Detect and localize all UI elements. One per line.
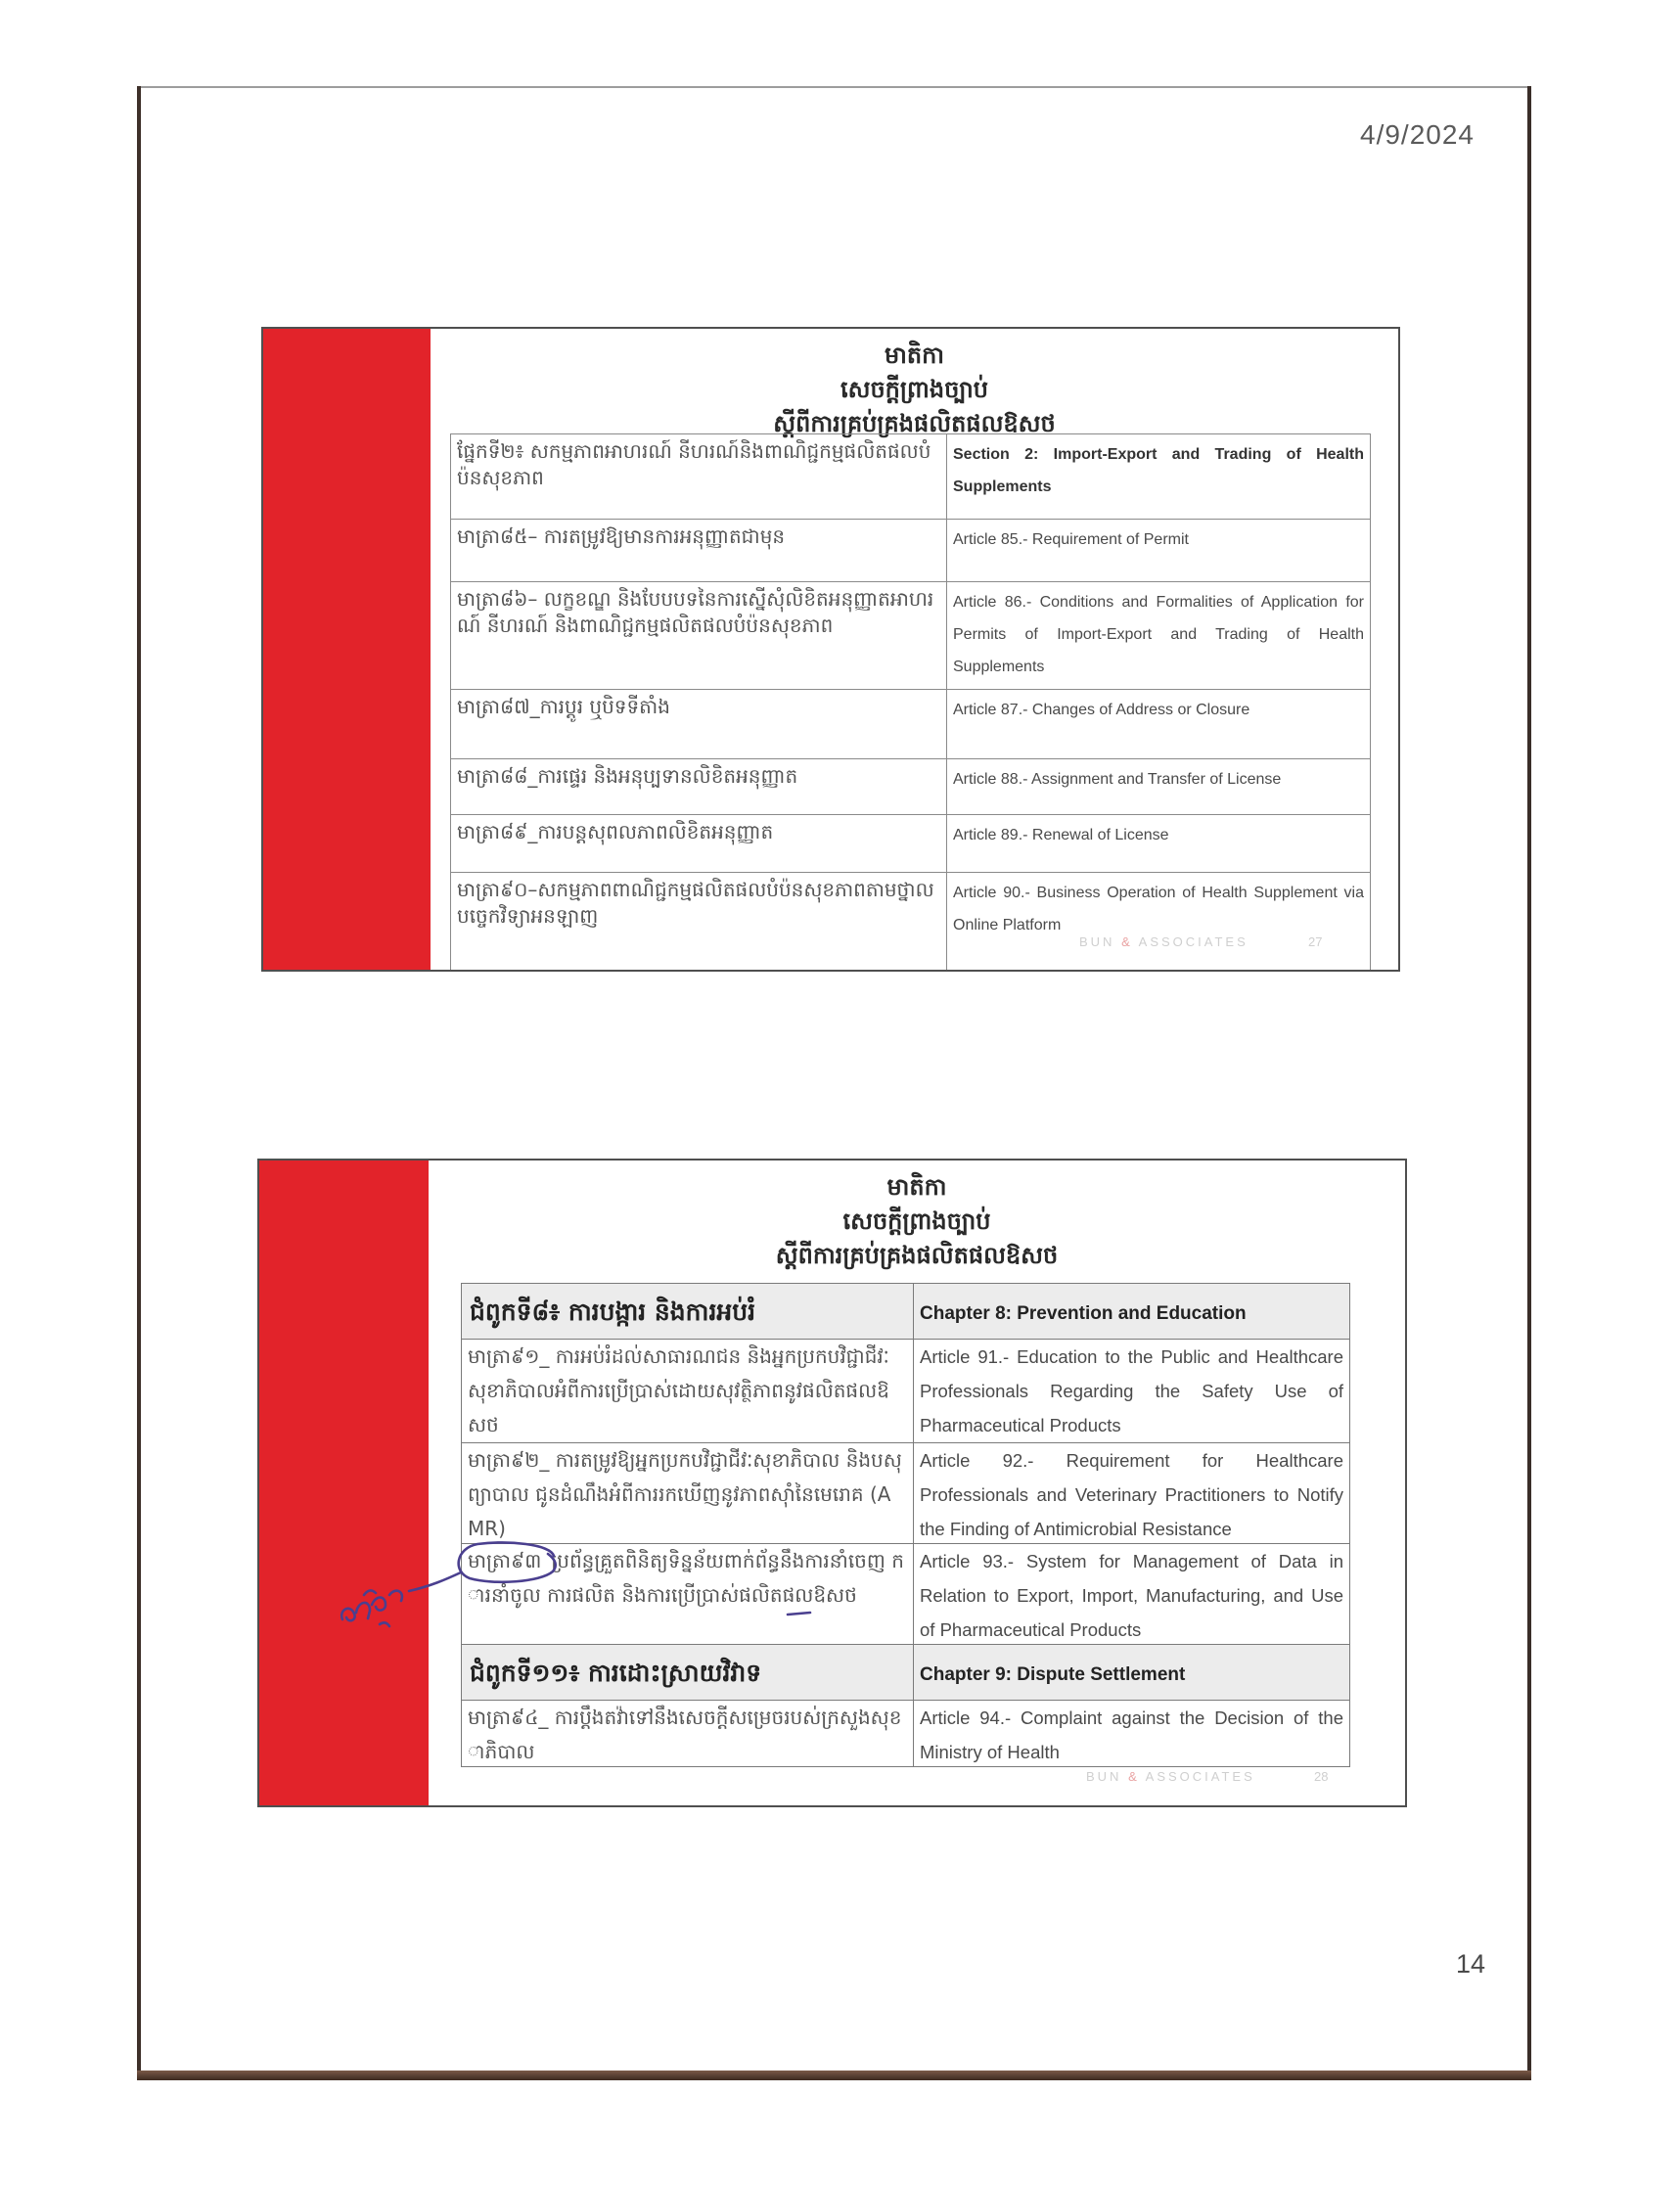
scan-edge-bottom bbox=[137, 2071, 1531, 2080]
english-cell: Article 91.- Education to the Public and Healthcare Professionals Regarding the Safety Use of Pharmaceutical Products bbox=[914, 1340, 1350, 1443]
title-line: មាតិកា bbox=[885, 341, 944, 369]
slide-number: 27 bbox=[1308, 934, 1323, 949]
slide-1 bbox=[261, 327, 1400, 972]
title-line: មាតិកា bbox=[886, 1173, 947, 1201]
date-stamp: 4/9/2024 bbox=[1360, 119, 1475, 150]
article-93-label: មាត្រា៩៣ bbox=[468, 1549, 542, 1572]
english-cell: Section 2: Import-Export and Trading of Health Supplements bbox=[947, 434, 1371, 520]
title-line: សេចក្ដីព្រាងច្បាប់ bbox=[840, 376, 989, 403]
brand-right: ASSOCIATES bbox=[1138, 934, 1249, 949]
chapter-heading-khmer: ជំពូកទី៨៖ ការបង្ការ និងការអប់រំ bbox=[462, 1284, 914, 1340]
slide-footer-brand bbox=[1086, 1769, 1255, 1784]
english-cell: Article 94.- Complaint against the Decision of the Ministry of Health bbox=[914, 1701, 1350, 1767]
slide-2 bbox=[257, 1159, 1407, 1807]
khmer-cell bbox=[462, 1544, 914, 1645]
scan-edge-right bbox=[1527, 86, 1531, 2080]
slide-1-red-bar bbox=[263, 329, 431, 970]
english-cell: Article 89.- Renewal of License bbox=[947, 815, 1371, 873]
title-line: ស្ដីពីការគ្រប់គ្រងផលិតផលឱសថ bbox=[773, 410, 1056, 437]
khmer-cell: មាត្រា៨៦– លក្ខខណ្ឌ និងបែបបទនៃការស្នើសុំលិខិតអនុញ្ញាតអាហរណ៍ នីហរណ៍ និងពាណិជ្ជកម្មផលិតផលបំប៉នសុខភាព bbox=[451, 582, 947, 690]
english-cell: Article 87.- Changes of Address or Closure bbox=[947, 690, 1371, 759]
khmer-cell: មាត្រា៨៨_ការផ្ទេរ និងអនុប្បទានលិខិតអនុញ្ញាត bbox=[451, 759, 947, 815]
khmer-cell: មាត្រា៩២_ ការតម្រូវឱ្យអ្នកប្រកបវិជ្ជាជីវៈសុខាភិបាល និងបសុព្យាបាល ជូនដំណឹងអំពីការរកឃើញនូវភាពស៊ាំនៃមេរោគ (AMR) bbox=[462, 1443, 914, 1544]
title-line: សេចក្ដីព្រាងច្បាប់ bbox=[842, 1207, 991, 1235]
page-number: 14 bbox=[1456, 1949, 1486, 1979]
khmer-cell: មាត្រា៨៥– ការតម្រូវឱ្យមានការអនុញ្ញាតជាមុន bbox=[451, 520, 947, 582]
scan-edge-left bbox=[137, 86, 141, 2080]
khmer-cell: ផ្នែកទី២៖ សកម្មភាពអាហរណ៍ នីហរណ៍និងពាណិជ្ជកម្មផលិតផលបំប៉នសុខភាព bbox=[451, 434, 947, 520]
slide-2-title bbox=[429, 1170, 1405, 1273]
brand-amp: & bbox=[1121, 934, 1133, 949]
slide-footer-brand bbox=[1079, 934, 1249, 949]
english-cell: Article 93.- System for Management of Data in Relation to Export, Import, Manufacturing, and Use of Pharmaceutical Products bbox=[914, 1544, 1350, 1645]
article-93-text: ប្រព័ន្ធគ្រួតពិនិត្យទិន្នន័យពាក់ព័ន្ធនឹងការនាំចេញ ការនាំចូល ការផលិត និងការប្រើប្រាស់ផលិតផលឱសថ bbox=[468, 1549, 904, 1607]
english-cell: Article 86.- Conditions and Formalities of Application for Permits of Import-Export and Trading of Health Supplements bbox=[947, 582, 1371, 690]
khmer-cell: មាត្រា៩០–សកម្មភាពពាណិជ្ជកម្មផលិតផលបំប៉នសុខភាពតាមថ្នាលបច្ចេកវិទ្យាអនឡាញ bbox=[451, 873, 947, 971]
english-cell: Article 88.- Assignment and Transfer of License bbox=[947, 759, 1371, 815]
english-cell: Article 90.- Business Operation of Health Supplement via Online Platform bbox=[947, 873, 1371, 971]
english-cell: Article 92.- Requirement for Healthcare Professionals and Veterinary Practitioners to Notify the Finding of Antimicrobial Resistance bbox=[914, 1443, 1350, 1544]
toc-table-chapters-8-9 bbox=[461, 1283, 1350, 1767]
brand-right: ASSOCIATES bbox=[1145, 1769, 1255, 1784]
khmer-cell: មាត្រា៩១_ ការអប់រំដល់សាធារណជន និងអ្នកប្រកបវិជ្ជាជីវៈសុខាភិបាលអំពីការប្រើប្រាស់ដោយសុវត្ថិភាពនូវផលិតផលឱសថ bbox=[462, 1340, 914, 1443]
brand-left: BUN bbox=[1079, 934, 1115, 949]
chapter-heading-khmer: ជំពូកទី១១៖ ការដោះស្រាយវិវាទ bbox=[462, 1645, 914, 1701]
slide-number: 28 bbox=[1314, 1769, 1329, 1784]
chapter-heading-english: Chapter 8: Prevention and Education bbox=[914, 1284, 1350, 1340]
brand-amp: & bbox=[1128, 1769, 1140, 1784]
chapter-heading-english: Chapter 9: Dispute Settlement bbox=[914, 1645, 1350, 1701]
khmer-cell: មាត្រា៩៤_ ការប្ដឹងតវ៉ាទៅនឹងសេចក្ដីសម្រេចរបស់ក្រសួងសុខាភិបាល bbox=[462, 1701, 914, 1767]
khmer-cell: មាត្រា៨៩_ការបន្តសុពលភាពលិខិតអនុញ្ញាត bbox=[451, 815, 947, 873]
khmer-cell: មាត្រា៨៧_ការប្ដូរ ឬបិទទីតាំង bbox=[451, 690, 947, 759]
brand-left: BUN bbox=[1086, 1769, 1122, 1784]
title-line: ស្ដីពីការគ្រប់គ្រងផលិតផលឱសថ bbox=[775, 1242, 1059, 1269]
slide-1-title bbox=[431, 339, 1398, 441]
english-cell: Article 85.- Requirement of Permit bbox=[947, 520, 1371, 582]
toc-table-section-2 bbox=[450, 433, 1371, 971]
scan-edge-top bbox=[137, 86, 1531, 88]
slide-2-red-bar bbox=[259, 1161, 429, 1805]
